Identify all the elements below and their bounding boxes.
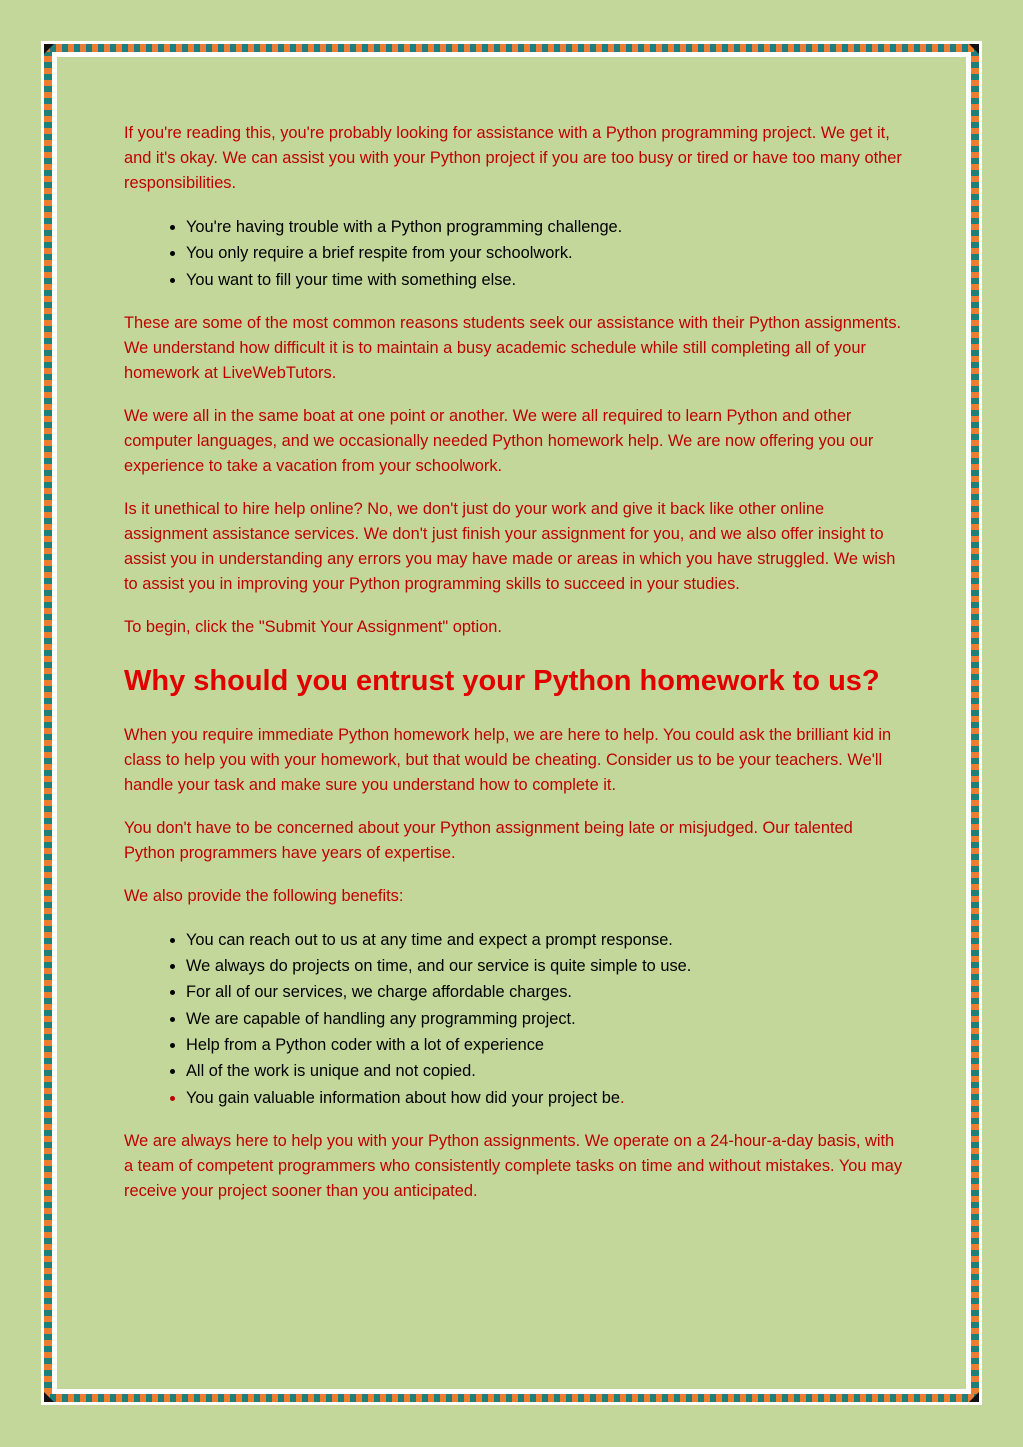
section-heading: Why should you entrust your Python homework to us? — [124, 664, 880, 697]
list-item: • You want to fill your time with something else. — [186, 267, 904, 293]
corner-ornament — [969, 1392, 979, 1402]
list-item: • We are capable of handling any programming project. — [186, 1006, 904, 1032]
list-item — [186, 1085, 904, 1111]
list-item-text: You gain valuable information about how did your project be — [186, 1088, 621, 1107]
benefits-list — [124, 927, 904, 1111]
corner-ornament — [44, 44, 54, 54]
list-item: • You're having trouble with a Python programming challenge. — [186, 214, 904, 240]
closing-paragraph: We are always here to help you with your Python assignments. We operate on a 24-hour-a-day basis, with a team of competent programmers who consistently complete tasks on time and without mistakes. You may receive your project sooner than you anticipated. — [124, 1131, 903, 1200]
help-paragraph: When you require immediate Python homework help, we are here to help. You could ask the brilliant kid in class to help you with your homework, but that would be cheating. Consider us to be your teachers. We'll handle your task and make sure you understand how to complete it. — [124, 725, 892, 794]
list-item-trail: . — [620, 1088, 625, 1107]
begin-paragraph: To begin, click the "Submit Your Assignment" option. — [124, 617, 502, 636]
list-item: • For all of our services, we charge affordable charges. — [186, 979, 904, 1005]
list-item: • You can reach out to us at any time and expect a prompt response. — [186, 927, 904, 953]
corner-ornament — [44, 1392, 54, 1402]
list-item: • We always do projects on time, and our service is quite simple to use. — [186, 953, 904, 979]
expertise-paragraph: You don't have to be concerned about your Python assignment being late or misjudged. Our talented Python programmers have years of expertise. — [124, 818, 853, 862]
list-item: • All of the work is unique and not copied. — [186, 1058, 904, 1084]
experience-paragraph: We were all in the same boat at one point or another. We were all required to learn Python and other computer languages, and we occasionally needed Python homework help. We are now offering you our experience to take a vacation from your schoolwork. — [124, 406, 874, 475]
ethics-paragraph: Is it unethical to hire help online? No, we don't just do your work and give it back like other online assignment assistance services. We don't just finish your assignment for you, and we also offer insight to assist you in understanding any errors you may have made or areas in which you have struggled. We wish to assist you in improving your Python programming skills to succeed in your studies. — [124, 499, 896, 593]
corner-ornament — [969, 44, 979, 54]
reasons-list — [124, 214, 904, 293]
document-body — [124, 121, 904, 1222]
list-item: • You only require a brief respite from your schoolwork. — [186, 240, 904, 266]
reasons-paragraph: These are some of the most common reasons students seek our assistance with their Python assignments. We understand how difficult it is to maintain a busy academic schedule while still completing all of your homework at LiveWebTutors. — [124, 313, 902, 382]
benefits-intro: We also provide the following benefits: — [124, 886, 404, 905]
intro-paragraph: If you're reading this, you're probably looking for assistance with a Python programming project. We get it, and it's okay. We can assist you with your Python project if you are too busy or tired or have too many other responsibilities. — [124, 124, 902, 192]
list-item: • Help from a Python coder with a lot of experience — [186, 1032, 904, 1058]
